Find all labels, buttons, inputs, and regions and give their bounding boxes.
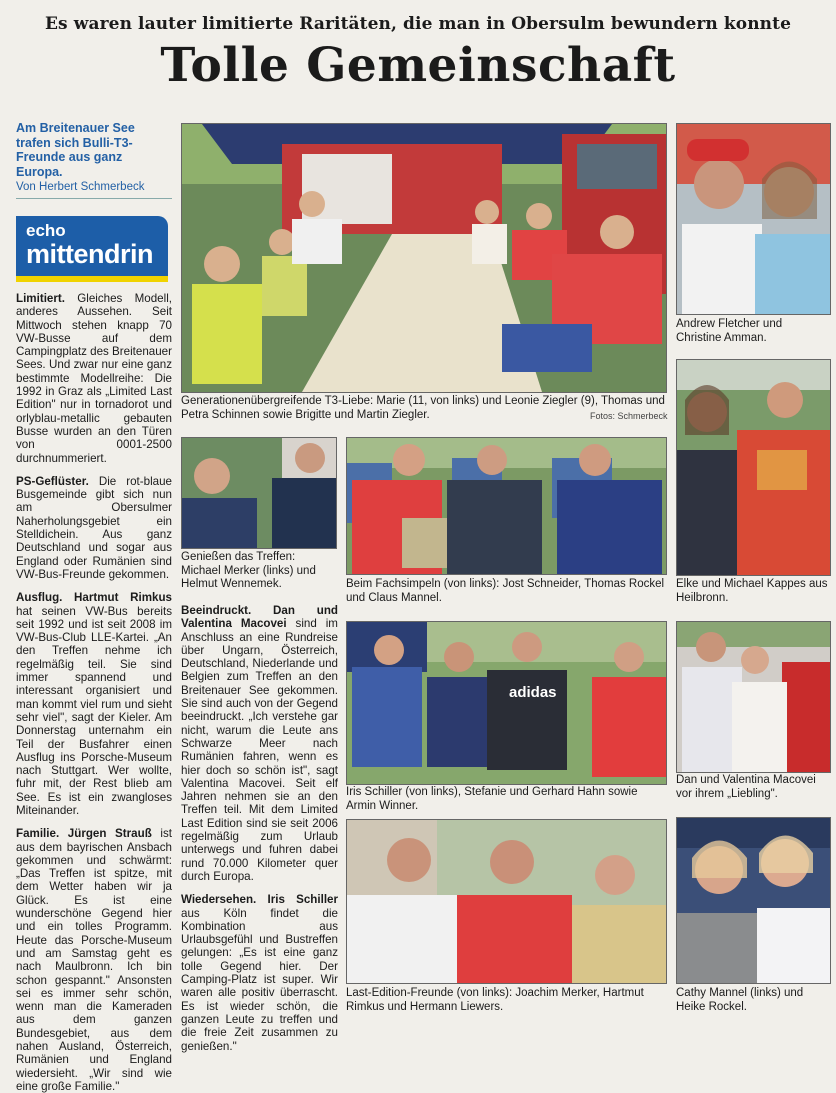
paragraph-body: Die rot-blaue Busgemeinde gibt sich nun am Obersulmer Naherholungsgebiet ein Stelldichein. Aus ganz Deutschland und sogar aus England oder Rumänien sind VW-Bus-Freunde gekommen. (16, 474, 172, 581)
paragraph-body: aus Köln findet die Kombination aus Urlaubsgefühl und Bustreffen gelungen: „Es ist eine ganz tolle Gegend hier. Der Camping-Platz ist super. Wir waren alle positiv überrascht. Es ist wieder schön, die ganzen Leute zu treffen und die freie Zeit zusammen zu genießen." (181, 906, 338, 1053)
kicker-headline: Es waren lauter limitierte Raritäten, die man in Obersulm bewundern konnte (45, 14, 791, 34)
column-1-text (16, 292, 172, 1093)
paragraph-body: sind im Anschluss an eine Rundreise über Ungarn, Österreich, Deutschland, Niederlande und Belgien zum Treffen an den Breitenauer See gekommen. Sie sind auch von der Gegend beeindruckt. „Ich verstehe gar nicht, warum die Leute ans Schwarze Meer nach Rumänien fahren, wenn es hier doch so schön ist", sagt Valentina Macovei. Seit elf Jahren nehmen sie an den Treffen teil. Mit dem Limited Last Edition sind sie seit 2006 regelmäßig zum Urlaub unterwegs und fuhren dabei rund 70.000 Kilometer quer durch Europa. (181, 617, 338, 883)
caption-michael: Genießen das Treffen: Michael Merker (links) und Helmut Wennemek. (181, 551, 316, 590)
photo-last-edition (346, 819, 667, 984)
article-lead: Am Breitenauer See trafen sich Bulli-T3-Freunde aus ganz Europa. (16, 121, 135, 179)
shirt-label: adidas (509, 684, 557, 701)
caption-elke: Elke und Michael Kappes aus Heilbronn. (676, 578, 828, 604)
paragraph-lead: Ausflug. Hartmut Rimkus (16, 591, 172, 605)
paragraph-lead: Beeindruckt. Dan und Valentina Macovei (181, 604, 338, 631)
logo-line2: mittendrin (26, 239, 153, 269)
photo-main-group (181, 123, 667, 393)
caption-dan: Dan und Valentina Macovei vor ihrem „Liebling". (676, 774, 816, 800)
paragraph-wiedersehen (181, 893, 338, 1053)
paragraph-lead: PS-Geflüster. (16, 474, 89, 488)
caption-last-edition: Last-Edition-Freunde (von links): Joachim Merker, Hartmut Rimkus und Hermann Liewers. (346, 987, 644, 1013)
page-title: Tolle Gemeinschaft (160, 38, 676, 93)
paragraph-lead: Familie. Jürgen Strauß (16, 827, 152, 841)
byline: Von Herbert Schmerbeck (16, 181, 145, 193)
paragraph-body: Gleiches Modell, anderes Aussehen. Seit Mittwoch stehen knapp 70 VW-Busse auf dem Campingplatz des Breitenauer Sees. Und zwar nur eine ganz bestimmte Modellreihe: Die 1992 in Graz als „Limited Last Edition" nur in tornadorot und orlyblau-metallic gebauten Busse wurden an den Türen von 0001-2500 durchnummeriert. (16, 292, 172, 465)
photo-andrew-christine (676, 123, 831, 315)
caption-andrew: Andrew Fletcher und Christine Amman. (676, 318, 783, 344)
photo-iris-group (346, 621, 667, 785)
paragraph-body: ist aus dem bayrischen Ansbach gekommen und schwärmt: „Das Treffen ist spitze, mit dem Wetter haben wir ja Glück. Es ist eine wunderschöne Gegend hier und ein tolles Programm. Heute das Porsche-Museum und am Samstag geht es nach Maulbronn. Ich bin schon gespannt." Ansonsten sei es immer sehr schön, wenn man die Kameraden aus dem ganzen Bundesgebiet, aus dem nahen Ausland, Österreich, Rumänien und England wiedersieht. „Wir sind wie eine große Familie." (16, 827, 172, 1093)
paragraph-familie (16, 827, 172, 1093)
photo-credit: Fotos: Schmerbeck (590, 411, 668, 421)
photo-cathy-heike (676, 817, 831, 984)
paragraph-limitiert (16, 292, 172, 465)
caption-fachsimpeln: Beim Fachsimpeln (von links): Jost Schneider, Thomas Rockel und Claus Mannel. (346, 578, 665, 604)
photo-elke-michael (676, 359, 831, 576)
photo-michael-helmut (181, 437, 337, 549)
logo-line1: echo (26, 221, 66, 240)
paragraph-body: hat seinen VW-Bus bereits seit 1992 und ist seit 2008 im VW-Bus-Club LLE-Kartei. „An den Treffen nehme ich regelmäßig teil. Sie sind immer spannend und interessant organisiert und man kommt viel rum und sieht sehr viel", sagt der Kieler. Am Donnerstag unternahm ein Teil der Busfahrer einen Ausflug ins Porsche-Museum nach Stuttgart. Wer wollte, fuhr mit, der Rest blieb am See. Es ist ein zwangloses Miteinander. (16, 604, 172, 817)
logo-bar (16, 276, 168, 282)
caption-iris: Iris Schiller (von links), Stefanie und Gerhard Hahn sowie Armin Winner. (346, 786, 638, 812)
paragraph-lead: Limitiert. (16, 292, 65, 305)
photo-fachsimpeln (346, 437, 667, 575)
echo-mittendrin-logo (16, 216, 168, 282)
column-2-text (181, 604, 338, 1053)
paragraph-lead: Wiedersehen. Iris Schiller (181, 893, 338, 907)
paragraph-ausflug (16, 591, 172, 817)
caption-cathy: Cathy Mannel (links) und Heike Rockel. (676, 987, 804, 1013)
caption-main: Generationenübergreifende T3-Liebe: Marie (11, von links) und Leonie Ziegler (9), Thomas und Petra Schinnen sowie Brigitte und Martin Ziegler. (181, 395, 665, 421)
photo-dan-valentina (676, 621, 831, 773)
paragraph-beeindruckt (181, 604, 338, 883)
divider (16, 198, 172, 199)
paragraph-ps-gefluester (16, 475, 172, 581)
